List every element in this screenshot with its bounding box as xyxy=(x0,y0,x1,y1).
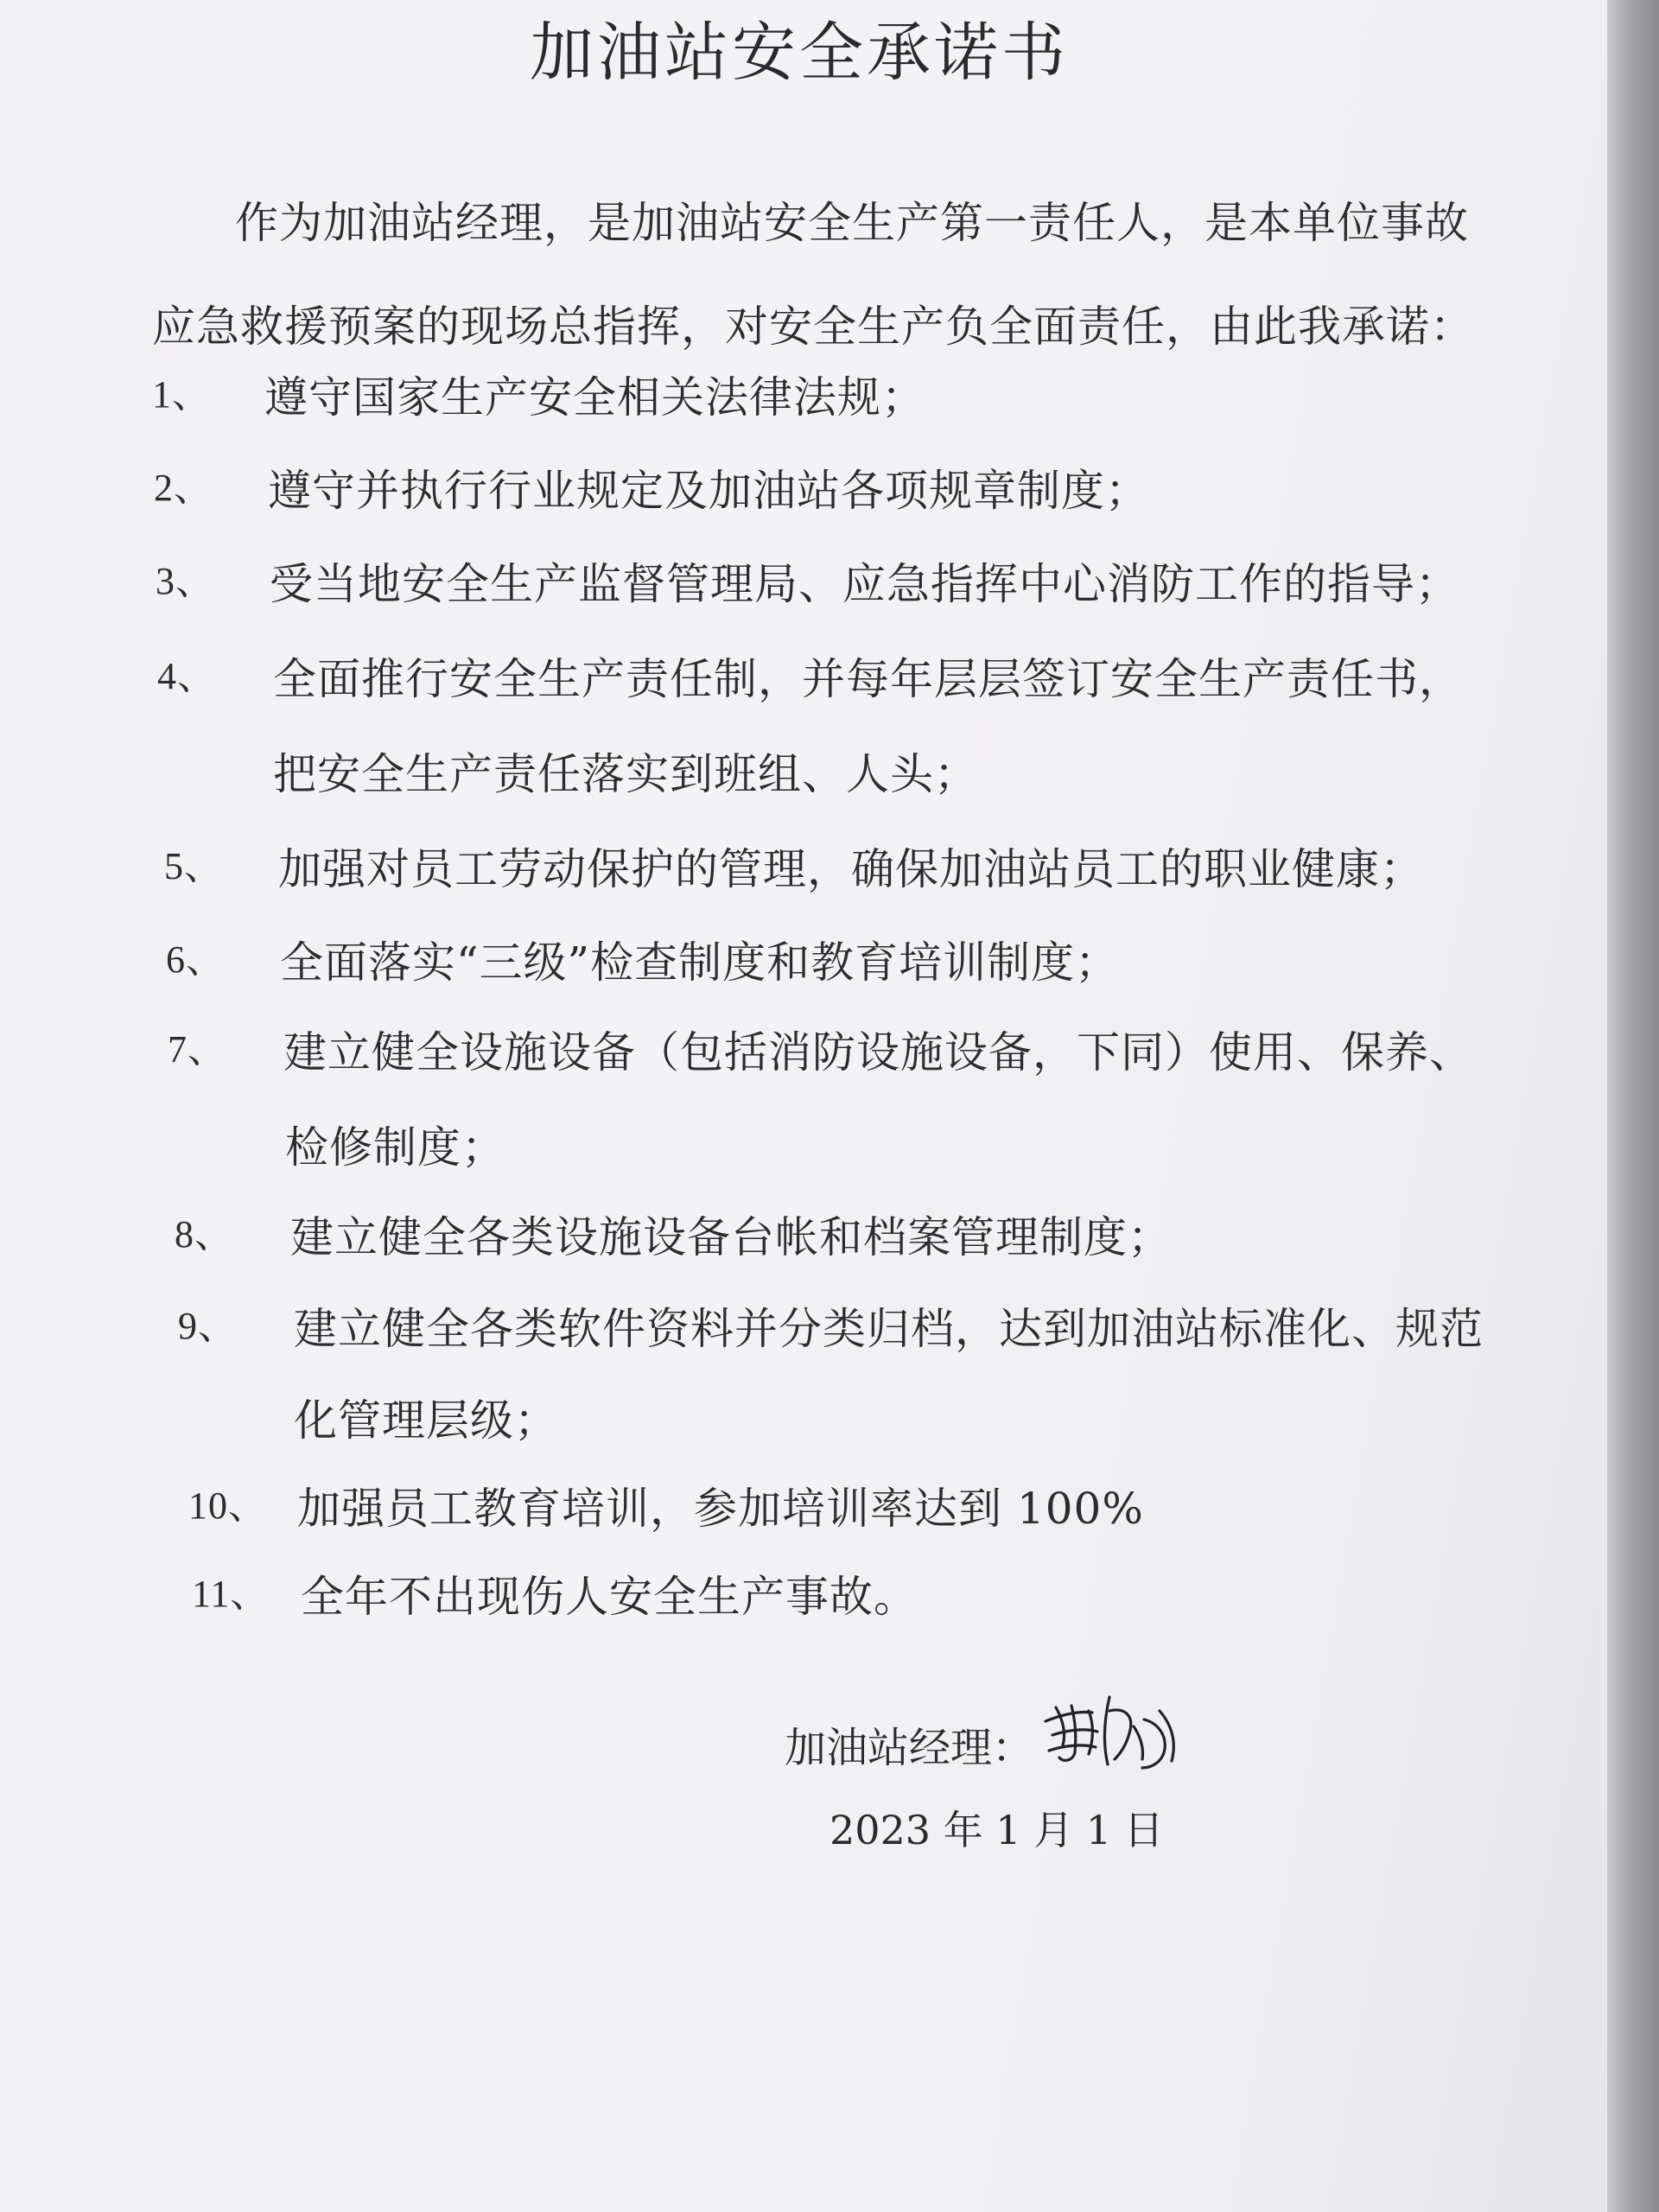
item-number: 10、 xyxy=(188,1484,267,1527)
item-text: 受当地安全生产监督管理局、应急指挥中心消防工作的指导； xyxy=(270,559,1459,609)
signature-date: 2023 年 1 月 1 日 xyxy=(830,1807,1164,1853)
document-title: 加油站安全承诺书 xyxy=(530,16,1069,90)
item-text: 加强对员工劳动保护的管理，确保加油站员工的职业健康； xyxy=(278,844,1424,894)
item-text-line-1: 建立健全各类软件资料并分类归档，达到加油站标准化、规范 xyxy=(294,1304,1484,1354)
item-text: 遵守并执行行业规定及加油站各项规章制度； xyxy=(268,466,1149,516)
item-number: 9、 xyxy=(178,1305,237,1347)
item-number: 3、 xyxy=(156,560,214,602)
item-number: 2、 xyxy=(154,467,213,509)
item-text: 建立健全各类设施设备台帐和档案管理制度； xyxy=(290,1212,1172,1262)
page-edge-shadow xyxy=(1607,0,1659,2212)
item-text: 遵守国家生产安全相关法律法规； xyxy=(264,372,925,423)
item-number: 5、 xyxy=(164,845,223,887)
intro-line-1: 作为加油站经理，是加油站安全生产第一责任人，是本单位事故 xyxy=(235,198,1469,248)
item-text: 加强员工教育培训，参加培训率达到 100% xyxy=(297,1484,1144,1534)
item-text-line-1: 建立健全设施设备（包括消防设施设备，下同）使用、保养、 xyxy=(283,1027,1473,1077)
intro-line-2: 应急救援预案的现场总指挥，对安全生产负全面责任，由此我承诺： xyxy=(152,302,1474,352)
item-number: 6、 xyxy=(166,938,225,981)
item-text: 全面落实“三级”检查制度和教育培训制度； xyxy=(280,938,1120,988)
item-number: 7、 xyxy=(168,1028,226,1071)
item-text-line-2: 检修制度； xyxy=(285,1122,505,1173)
item-number: 4、 xyxy=(157,655,216,697)
item-number: 8、 xyxy=(175,1213,233,1255)
item-text-line-1: 全面推行安全生产责任制，并每年层层签订安全生产责任书， xyxy=(273,654,1463,704)
item-number: 11、 xyxy=(192,1573,270,1615)
item-number: 1、 xyxy=(152,373,211,416)
intro-paragraph xyxy=(152,171,1500,378)
handwritten-signature xyxy=(1037,1685,1184,1780)
item-text-line-2: 把安全生产责任落实到班组、人头； xyxy=(273,749,978,799)
signature-label: 加油站经理： xyxy=(785,1724,1034,1772)
item-text-line-2: 化管理层级； xyxy=(294,1395,558,1446)
item-text: 全年不出现伤人安全生产事故。 xyxy=(301,1572,918,1622)
